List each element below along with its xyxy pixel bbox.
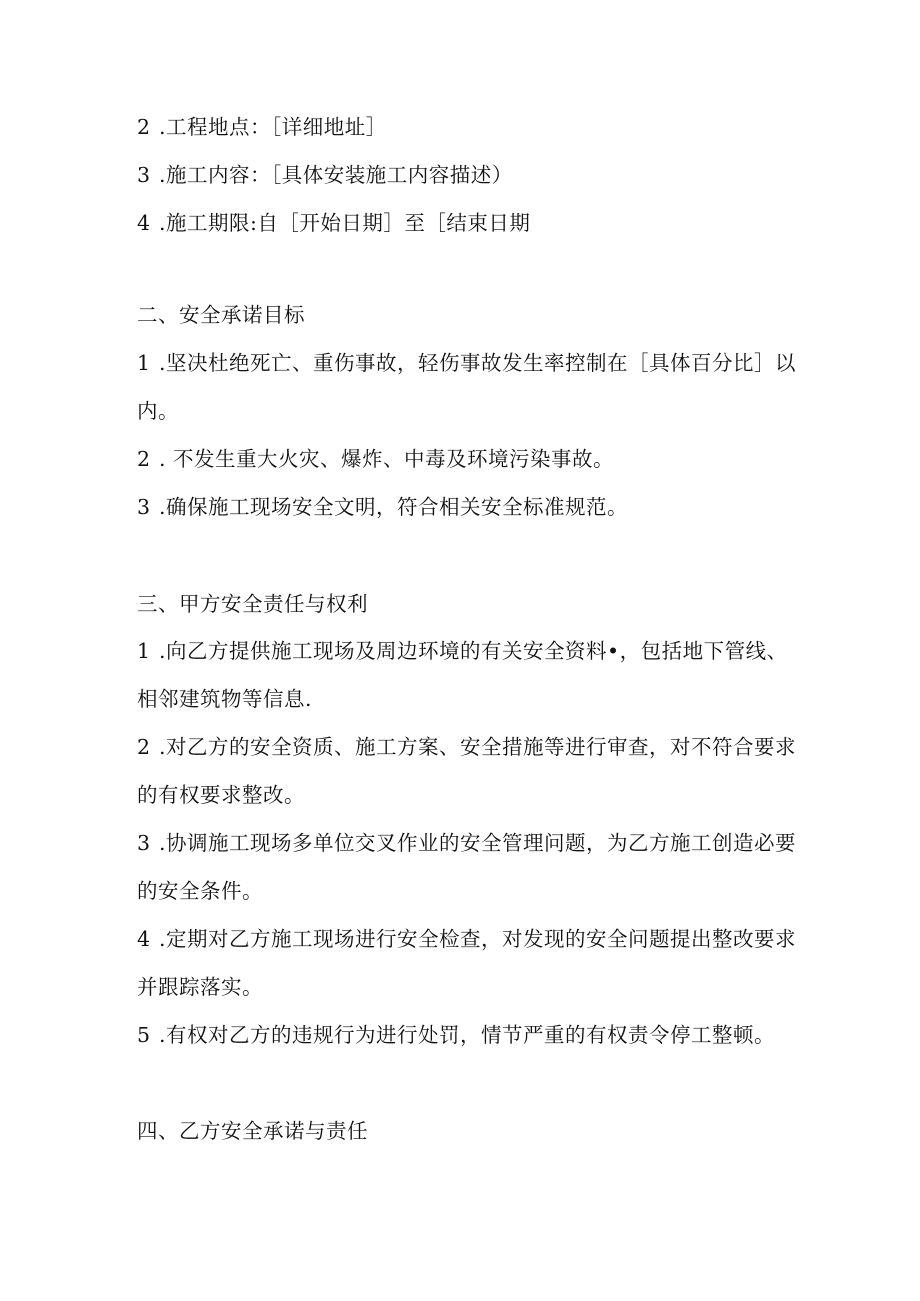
item-text: .协调施工现场多单位交叉作业的安全管理问题，为乙方施工创造必要 — [159, 831, 797, 855]
item-text: .向乙方提供施工现场及周边环境的有关安全资料•，包括地下管线、 — [159, 639, 788, 663]
list-item-continuation: 相邻建筑物等信息. — [137, 687, 313, 711]
list-item — [137, 733, 796, 761]
item-text: .坚决杜绝死亡、重伤事故，轻伤事故发生率控制在［具体百分比］以 — [159, 351, 797, 375]
item-text: .施工内容：［具体安装施工内容描述） — [159, 163, 513, 187]
list-item-continuation: 的安全条件。 — [137, 879, 263, 903]
item-number: 3 — [137, 163, 151, 187]
list-item — [137, 493, 628, 521]
list-item — [137, 349, 796, 377]
list-item-continuation: 并跟踪落实。 — [137, 975, 263, 999]
section-heading: 四、乙方安全承诺与责任 — [137, 1119, 368, 1143]
item-number: 3 — [137, 495, 151, 519]
list-item — [137, 637, 788, 665]
item-number: 3 — [137, 831, 151, 855]
item-number: 4 — [137, 927, 151, 951]
list-item — [137, 1021, 775, 1049]
item-number: 1 — [137, 351, 151, 375]
list-item-continuation: 的有权要求整改。 — [137, 783, 305, 807]
item-number: 2 — [137, 735, 151, 759]
item-number: 2 — [137, 115, 151, 139]
list-item — [137, 161, 513, 189]
item-text: .对乙方的安全资质、施工方案、安全措施等进行审查，对不符合要求 — [159, 735, 797, 759]
item-text: .施工期限:自［开始日期］至［结束日期 — [159, 211, 531, 235]
item-number: 2 — [137, 447, 151, 471]
item-number: 5 — [137, 1023, 151, 1047]
item-number: 1 — [137, 639, 151, 663]
item-text: . 不发生重大火灾、爆炸、中毒及环境污染事故。 — [159, 447, 615, 471]
list-item — [137, 829, 796, 857]
item-text: .定期对乙方施工现场进行安全检查，对发现的安全问题提出整改要求 — [159, 927, 797, 951]
item-text: .有权对乙方的违规行为进行处罚，情节严重的有权责令停工整顿。 — [159, 1023, 776, 1047]
section-heading: 三、甲方安全责任与权利 — [137, 592, 368, 616]
list-item — [137, 445, 614, 473]
item-text: .工程地点：［详细地址］ — [159, 115, 387, 139]
list-item-continuation: 内。 — [137, 399, 179, 423]
item-text: .确保施工现场安全文明，符合相关安全标准规范。 — [159, 495, 629, 519]
item-number: 4 — [137, 211, 151, 235]
list-item — [137, 209, 530, 237]
section-heading: 二、安全承诺目标 — [137, 303, 305, 327]
list-item — [137, 113, 387, 141]
list-item — [137, 925, 796, 953]
